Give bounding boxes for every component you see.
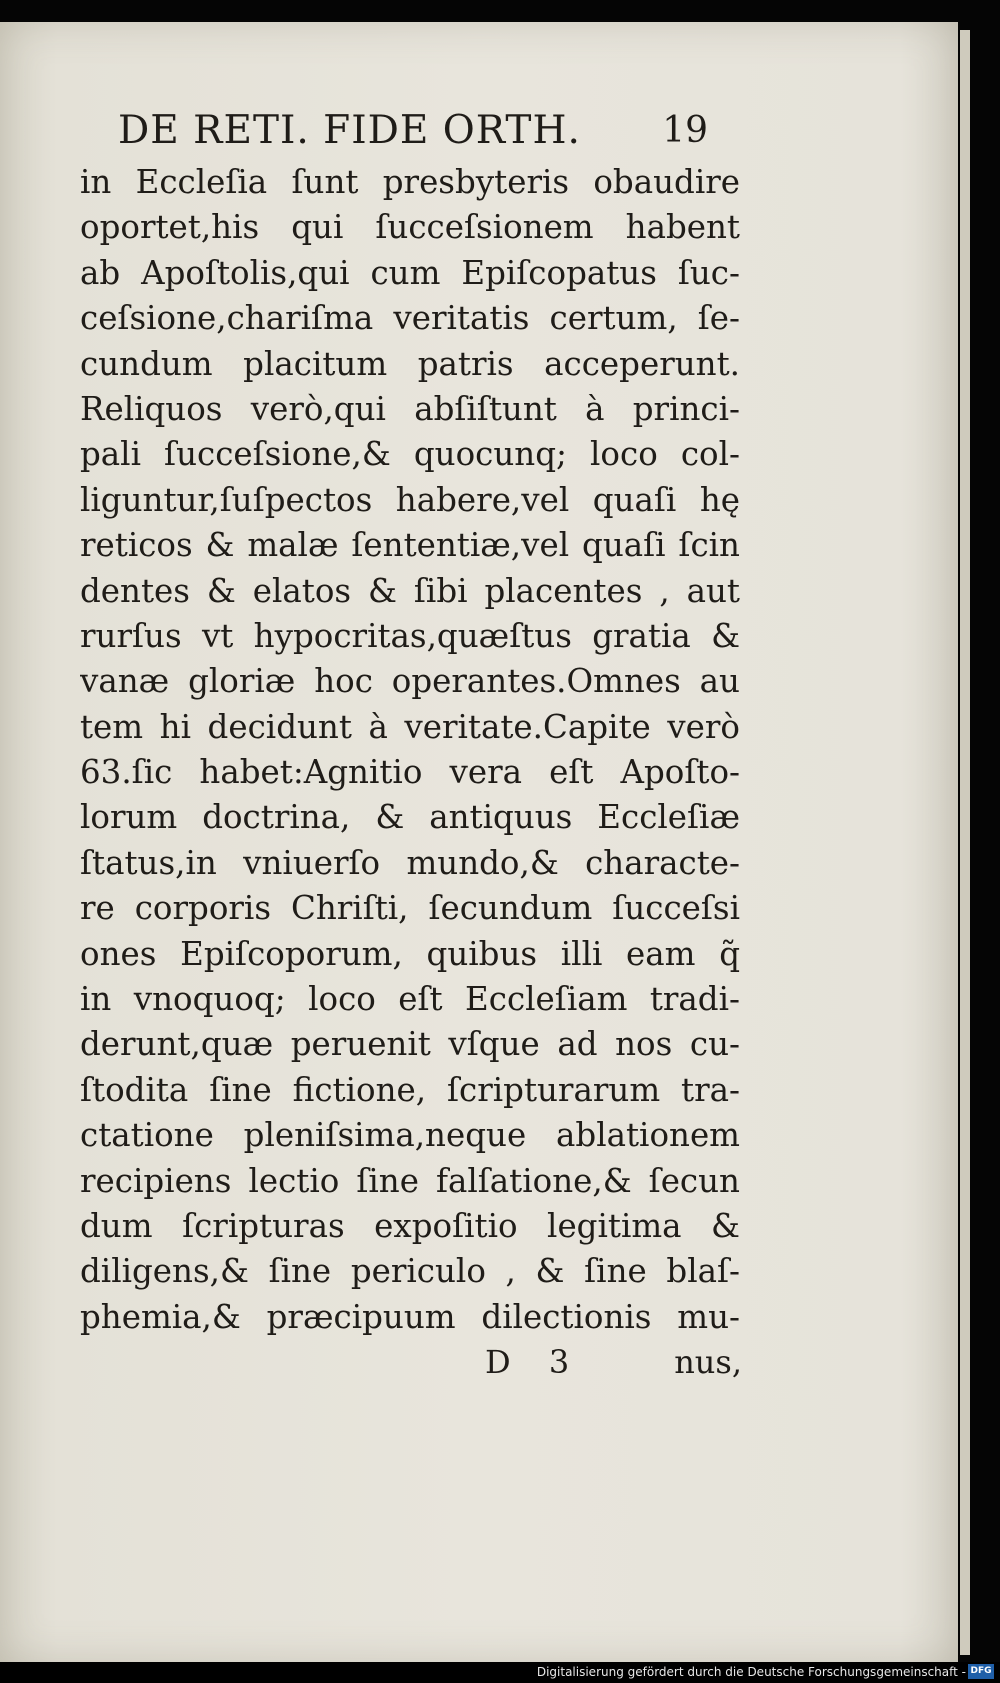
running-title: DE RETI. FIDE ORTH. [118, 108, 581, 153]
text-line: tem hi decidunt à veritate.Capite verò [80, 707, 740, 746]
text-line: liguntur,ſuſpectos habere,vel quaſi hę [80, 480, 740, 519]
text-line: phemia,& præcipuum dilectionis mu- [80, 1297, 740, 1336]
text-line: lorum doctrina, & antiquus Eccleſiæ [80, 798, 740, 837]
text-line: recipiens lectio ſine falſatione,& ſecun [80, 1161, 740, 1200]
credit-bar [0, 1662, 1000, 1683]
text-line: pali ſucceſsione,& quocunq; loco col- [80, 435, 740, 474]
catchword: nus, [674, 1343, 742, 1381]
text-line: re corporis Chriſti, ſecundum ſucceſsi [80, 889, 740, 928]
text-line: derunt,quæ peruenit vſque ad nos cu- [80, 1025, 740, 1064]
text-line: ones Epiſcoporum, quibus illi eam q̃ [80, 934, 740, 973]
body-text [80, 160, 740, 1340]
text-line: ctatione pleniſsima,neque ablationem [80, 1116, 740, 1155]
dfg-logo-icon: DFG [968, 1664, 994, 1679]
text-line: in Eccleſia ſunt presbyteris obaudire [80, 163, 740, 201]
text-line: dum ſcripturas expoſitio legitima & [80, 1206, 740, 1245]
page-edge [960, 30, 970, 1655]
text-line: 63.ſic habet:Agnitio vera eſt Apoſto- [80, 753, 740, 792]
text-line: cundum placitum patris acceperunt. [80, 344, 740, 383]
page-footer [80, 1343, 742, 1393]
text-line: ſtodita ſine fictione, ſcripturarum tra- [80, 1070, 740, 1109]
text-line: diligens,& ſine periculo , & ſine blaſ- [80, 1252, 740, 1291]
page-header [118, 108, 708, 164]
digitization-credit: Digitalisierung gefördert durch die Deutsche Forschungsgemeinschaft - [536, 1665, 966, 1679]
text-line: Reliquos verò,qui abſiſtunt à princi- [80, 389, 740, 428]
text-line: ſtatus,in vniuerſo mundo,& characte- [80, 843, 740, 882]
text-line: vanæ gloriæ hoc operantes.Omnes au [80, 662, 740, 701]
signature-mark: D 3 [485, 1343, 584, 1381]
page-number: 19 [662, 110, 708, 151]
text-line: dentes & elatos & ſibi placentes , aut [80, 571, 740, 610]
text-line: oportet,his qui ſucceſsionem habent [80, 208, 740, 247]
text-line: rurſus vt hypocritas,quæſtus gratia & [80, 616, 740, 655]
text-line: ceſsione,chariſma veritatis certum, ſe- [80, 299, 740, 338]
text-line: ab Apoſtolis,qui cum Epiſcopatus ſuc- [80, 253, 740, 292]
text-line: reticos & malæ ſententiæ,vel quaſi ſcin [80, 526, 740, 565]
text-line: in vnoquoq; loco eſt Eccleſiam tradi- [80, 980, 740, 1019]
